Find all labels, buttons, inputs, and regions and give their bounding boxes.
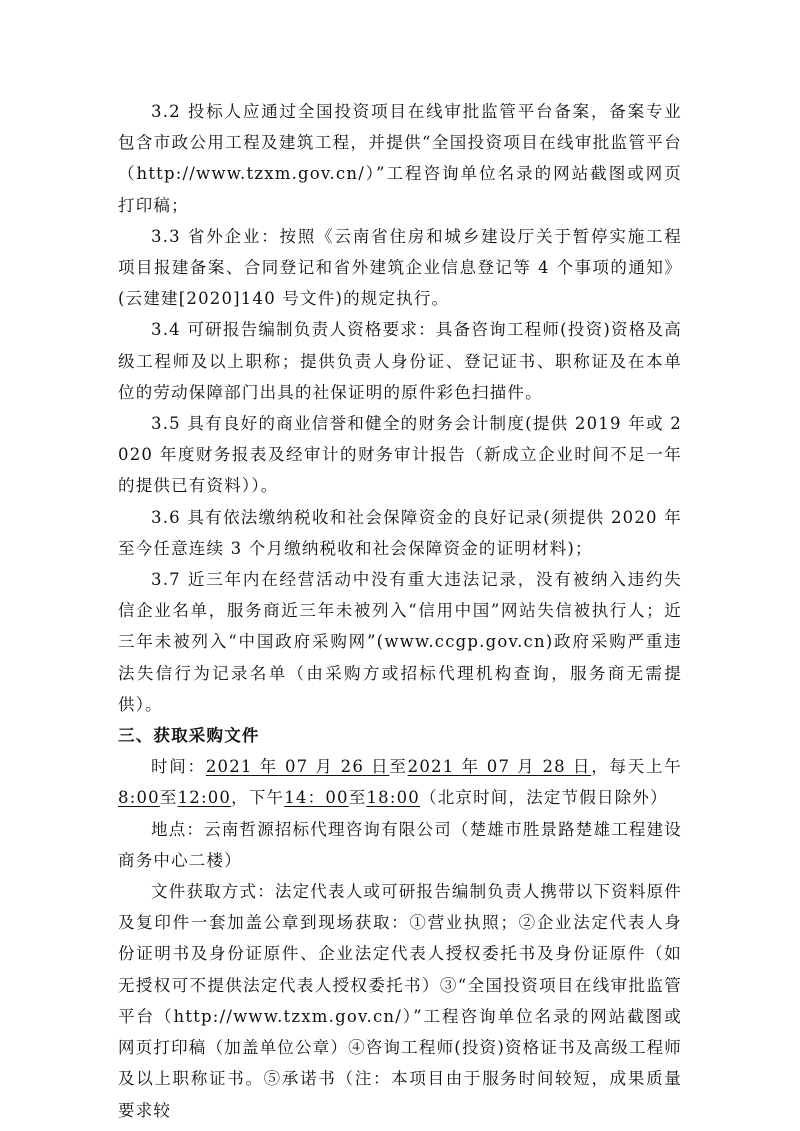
paragraph-3-4: 3.4 可研报告编制负责人资格要求：具备咨询工程师(投资)资格及高级工程师及以上职称；提供负责人身份证、登记证书、职称证及在本单位的劳动保障部门出具的社保证明的原件彩色扫描件。	[118, 320, 682, 402]
paragraph-3-6: 3.6 具有依法缴纳税收和社会保障资金的良好记录(须提供 2020 年至今任意连续 3 个月缴纳税收和社会保障资金的证明材料)；	[118, 507, 682, 558]
paragraph-3-2: 3.2 投标人应通过全国投资项目在线审批监管平台备案，备案专业包含市政公用工程及建筑工程，并提供“全国投资项目在线审批监管平台（http://www.tzxm.gov.cn/）”工程咨询单位名录的网站截图或网页打印稿；	[118, 102, 682, 215]
paragraph-3-5: 3.5 具有良好的商业信誉和健全的财务会计制度(提供 2019 年或 2020 年度财务报表及经审计的财务审计报告（新成立企业时间不足一年的提供已有资料））。	[118, 414, 682, 496]
time-label: 时间：	[151, 757, 206, 777]
paragraph-3-3: 3.3 省外企业：按照《云南省住房和城乡建设厅关于暂停实施工程项目报建备案、合同登记和省外建筑企业信息登记等 4 个事项的通知》(云建建[2020]140 号文件)的规定执行。	[118, 226, 682, 309]
time-note: （北京时间，法定节假日除外）	[420, 788, 668, 808]
am-end: 12:00	[177, 788, 232, 808]
location-paragraph: 地点：云南哲源招标代理咨询有限公司（楚雄市胜景路楚雄工程建设商务中心二楼）	[118, 819, 682, 870]
pm-label: ，下午	[231, 788, 285, 808]
section-heading: 三、获取采购文件	[118, 726, 260, 746]
time-paragraph	[118, 751, 682, 813]
pm-end: 18:00	[366, 788, 420, 808]
time-to-2: 至	[159, 788, 178, 808]
am-start: 8:00	[118, 788, 160, 808]
pm-start: 14：00	[284, 788, 349, 808]
time-to-1: 至	[389, 757, 408, 777]
time-to-3: 至	[348, 788, 367, 808]
end-date: 2021 年 07 月 28 日	[407, 757, 592, 777]
daily-text: ，每天上午	[591, 757, 682, 777]
paragraph-3-7: 3.7 近三年内在经营活动中没有重大违法记录，没有被纳入违约失信企业名单，服务商近三年未被列入“信用中国”网站失信被执行人；近三年未被列入“中国政府采购网”(www.ccgp.gov.cn)政府采购严重违法失信行为记录名单（由采购方或招标代理机构查询，服务商无需提供）。	[118, 570, 682, 714]
method-paragraph: 文件获取方式：法定代表人或可研报告编制负责人携带以下资料原件及复印件一套加盖公章到现场获取：①营业执照；②企业法定代表人身份证明书及身份证原件、企业法定代表人授权委托书及身份证原件（如无授权可不提供法定代表人授权委托书）③“全国投资项目在线审批监管平台（http://www.tzxm.gov.cn/）”工程咨询单位名录的网站截图或网页打印稿（加盖单位公章）④咨询工程师(投资)资格证书及高级工程师及以上职称证书。⑤承诺书（注：本项目由于服务时间较短，成果质量要求较	[118, 882, 682, 1120]
document-page	[118, 96, 682, 1126]
start-date: 2021 年 07 月 26 日	[205, 757, 390, 777]
